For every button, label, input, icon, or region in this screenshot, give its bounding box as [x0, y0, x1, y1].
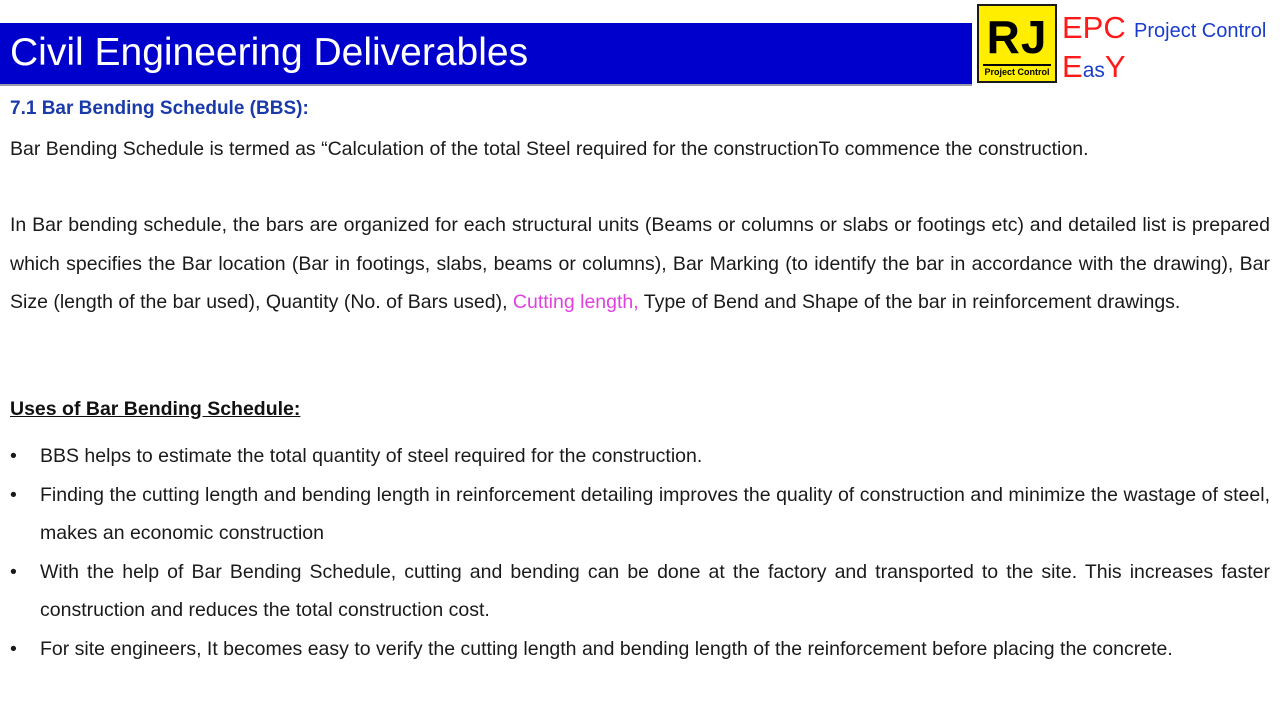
list-item-text: BBS helps to estimate the total quantity of steel required for the construction.: [40, 445, 703, 467]
brand-project-control: Project Control: [1134, 20, 1267, 42]
list-item-text: With the help of Bar Bending Schedule, cutting and bending can be done at the factory and transported to the site. This increases faster construction and reduces the total construction cost.: [40, 560, 1270, 621]
logo-caption: Project Control: [983, 64, 1051, 78]
list-item: [10, 437, 1270, 476]
rj-logo: [977, 4, 1057, 83]
bullet-icon: •: [10, 637, 17, 660]
bullet-icon: •: [10, 445, 17, 467]
list-item: [10, 476, 1270, 553]
uses-heading: Uses of Bar Bending Schedule:: [10, 398, 301, 420]
brand-epc: EPC: [1062, 10, 1126, 45]
cutting-length-highlight: Cutting length,: [512, 291, 639, 313]
brand-easy-e: E: [1062, 49, 1083, 84]
description-text-2: Type of Bend and Shape of the bar in reinforcement drawings.: [638, 291, 1181, 313]
uses-list: [10, 437, 1270, 668]
title-bar: [0, 23, 972, 86]
logo-initials: RJ: [986, 11, 1048, 63]
list-item-text: Finding the cutting length and bending length in reinforcement detailing improves the quality of construction and minimize the wastage of steel, makes an economic construction: [40, 483, 1270, 544]
section-heading: 7.1 Bar Bending Schedule (BBS):: [10, 98, 309, 119]
brand-easy-y: Y: [1104, 49, 1126, 84]
bullet-icon: •: [10, 560, 17, 583]
list-item: [10, 630, 1270, 669]
bullet-icon: •: [10, 483, 17, 506]
page-title: Civil Engineering Deliverables: [10, 31, 529, 74]
description-text-1: In Bar bending schedule, the bars are organized for each structural units (Beams or columns or slabs or footings etc) and detailed list is prepared which specifies the Bar location (Bar in footings, slabs, beams or columns), Bar Marking (to identify the bar in accordance with the drawing), Bar Size (length of the bar used), Quantity (No. of Bars used),: [10, 214, 1270, 313]
brand-easy: [1062, 49, 1126, 85]
brand-easy-as: as: [1082, 59, 1105, 82]
list-item-text: For site engineers, It becomes easy to verify the cutting length and bending length of the reinforcement before placing the concrete.: [40, 637, 1173, 660]
description-paragraph: [10, 206, 1270, 322]
definition-paragraph: Bar Bending Schedule is termed as “Calculation of the total Steel required for the constructionTo commence the construction.: [10, 138, 1089, 160]
list-item: [10, 553, 1270, 630]
